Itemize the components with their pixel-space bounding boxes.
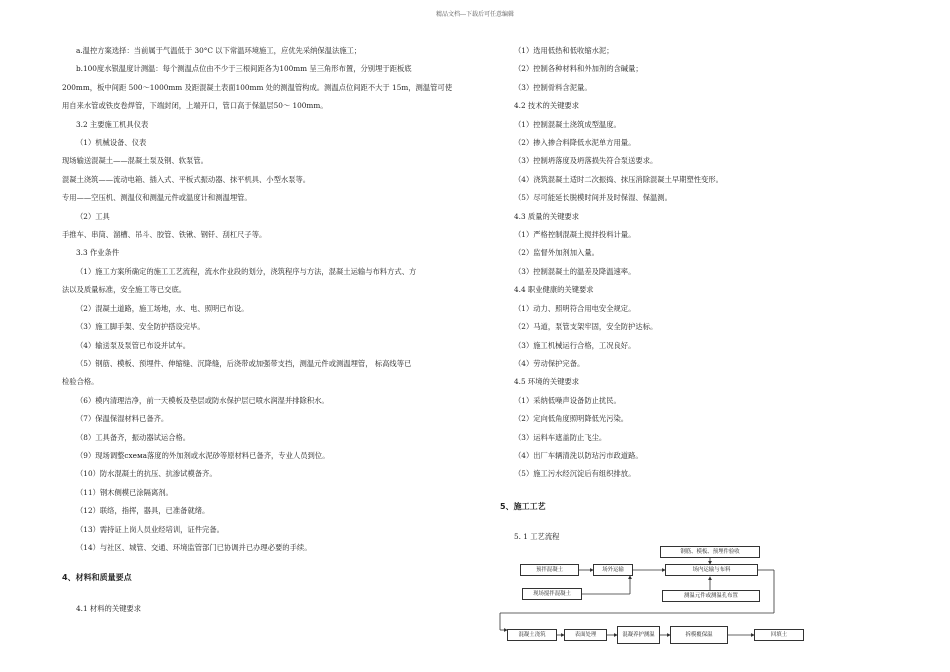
health-req-4: （4）劳动保护完备。 xyxy=(514,358,585,368)
env-req-5: （5）施工污水经沉淀后有组织排放。 xyxy=(514,469,636,479)
s33-item9: （9）现场调整схема落度的外加剂或水泥砂等原材料已备齐，专业人员到位。 xyxy=(76,450,330,460)
box-steel-formwork-inspection: 钢筋、模板、预埋件验收 xyxy=(660,546,760,558)
para-b-line3: 用自来水管或铁皮卷焊管，下端封闭，上端开口，管口高于保温层50～ 100mm。 xyxy=(62,101,328,111)
tech-req-2: （2）掺入掺合料降低水泥单方用量。 xyxy=(514,138,636,148)
para-b-line1: b.100度水银温度计测温：每个测温点位由不少于三根间距各为100mm 呈三角形布置，分别埋于距板底 xyxy=(76,64,412,74)
env-req-4: （4）出厂车辆清洗以防玷污市政道路。 xyxy=(514,450,643,460)
quality-req-1: （1）严格控制混凝土搅拌投料计量。 xyxy=(514,230,636,240)
box-concrete-pouring: 混凝土浇筑 xyxy=(507,629,557,641)
section-3-3-heading: 3.3 作业条件 xyxy=(76,248,120,258)
s32-item1: （1）机械设备、仪表 xyxy=(76,138,147,148)
page-header: 精品文档---下载后可任意编辑 xyxy=(435,11,515,18)
s33-item2: （2）混凝土道路，施工场地，水、电、照明已布设。 xyxy=(76,303,249,313)
left-column xyxy=(62,42,492,618)
box-backfill: 回填土 xyxy=(754,629,804,641)
s32-line2: 现场输送混凝土——混凝土泵及钢、软泵管。 xyxy=(62,156,208,166)
s33-item5-line2: 检验合格。 xyxy=(62,377,99,387)
env-req-2: （2）定向低角度照明降低光污染。 xyxy=(514,414,629,424)
material-req-1: （1）选用低热和低收缩水泥； xyxy=(514,46,614,55)
s32-item2: （2）工具 xyxy=(76,211,110,221)
box-surface-treatment: 表面处理 xyxy=(564,629,607,641)
section-4-2-heading: 4.2 技术的关键要求 xyxy=(514,101,580,111)
s33-item13: （13）需持证上岗人员业经培训，证件完备。 xyxy=(76,524,224,534)
box-demold-insulation: 拆模覆保温 xyxy=(670,626,728,644)
s32-line3: 混凝土浇筑——流动电箱、插入式、平板式振动器、抹平机具、小型水泵等。 xyxy=(62,174,311,184)
box-offsite-transport: 场外运输 xyxy=(593,564,633,576)
quality-req-2: （2）监督外加剂加入量。 xyxy=(514,248,599,258)
section-4-4-heading: 4.4 职业健康的关键要求 xyxy=(514,285,594,295)
section-4-1-heading: 4.1 材料的关键要求 xyxy=(76,603,142,613)
process-flowchart xyxy=(490,538,810,672)
tech-req-1: （1）控制混凝土浇筑成型温度。 xyxy=(514,119,621,129)
health-req-1: （1）动力、照明符合用电安全规定。 xyxy=(514,303,636,313)
s33-item11: （11）钢木侧模已涂隔离剂。 xyxy=(76,487,173,497)
s33-item3: （3）施工脚手架、安全防护搭设完毕。 xyxy=(76,322,205,332)
section-3-2-heading: 3.2 主要施工机具仪表 xyxy=(76,119,149,129)
health-req-3: （3）施工机械运行合格，工况良好。 xyxy=(514,340,636,350)
material-req-2: （2）控制各种材料和外加剂的含碱量； xyxy=(514,64,643,74)
tech-req-3: （3）控制坍落度及坍落损失符合泵送要求。 xyxy=(514,156,658,166)
s33-item5-line1: （5）钢筋、模板、预埋件、伸缩缝、沉降缝，后浇带或加强带支挡，测温元件或测温埋管， 标高线等已 xyxy=(76,358,412,368)
box-premix-concrete: 预拌混凝土 xyxy=(520,564,579,576)
box-temp-element-layout: 测温元件或测温孔布置 xyxy=(662,590,760,602)
section-5-1-heading: 5. 1 工艺流程 xyxy=(514,532,560,542)
tech-req-5: （5）尽可能延长脱模时间并及时保湿、保温测。 xyxy=(514,193,672,203)
box-onsite-transport-placement: 场内运输与布料 xyxy=(665,564,758,576)
s33-item1-line2: 法以及质量标准，安全施工等已交底。 xyxy=(62,285,187,295)
quality-req-3: （3）控制混凝土的温差及降温速率。 xyxy=(514,266,636,276)
env-req-3: （3）运料车遮盖防止飞尘。 xyxy=(514,432,607,442)
s33-item7: （7）保温保湿材料已备齐。 xyxy=(76,414,169,424)
section-5-heading: 5、施工工艺 xyxy=(500,501,546,511)
flowchart-connectors xyxy=(490,538,810,672)
s33-item1-line1: （1）施工方案所确定的施工工艺流程，流水作业段的划分，浇筑程序与方法，混凝土运输与布料方式、方 xyxy=(76,266,417,276)
s33-item10: （10）防水混凝土的抗压、抗渗试模备齐。 xyxy=(76,469,217,479)
para-b-line2: 200mm，板中间距 500～1000mm 及距混凝土表面100mm 处的测温管构成。测温点位间距不大于 15m，测温管可使 xyxy=(62,82,453,92)
s33-item12: （12）联络，指挥，器具，已准备就绪。 xyxy=(76,506,210,516)
section-4-heading: 4、材料和质量要点 xyxy=(62,573,132,583)
box-onsite-mixed-concrete: 现场搅拌混凝土 xyxy=(522,588,582,600)
s33-item4: （4）输送泵及泵管已布设并试车。 xyxy=(76,340,191,350)
material-req-3: （3）控制骨料含泥量。 xyxy=(514,82,592,92)
s32-line4: 专用——空压机、测温仪和测温元件或温度计和测温埋管。 xyxy=(62,193,252,203)
box-curing-temp-monitoring: 混凝养护测温 xyxy=(617,626,660,644)
section-4-3-heading: 4.3 质量的关键要求 xyxy=(514,211,580,221)
s33-item8: （8）工具备齐，振动器试运合格。 xyxy=(76,432,191,442)
para-a: a.温控方案选择：当前属于气温低于 30°C 以下常温环境施工，应优先采纳保温法施工； xyxy=(76,46,362,55)
s33-item6: （6）模内清理洁净，前一天模板及垫层或防水保护层已喷水润湿并排除积水。 xyxy=(76,395,329,405)
right-column xyxy=(500,42,900,547)
health-req-2: （2）马道，泵管支架牢固，安全防护达标。 xyxy=(514,322,658,332)
tech-req-4: （4）浇筑混凝土适时二次振捣、抹压消除混凝土早期塑性变形。 xyxy=(514,174,723,184)
s32-line6: 手推车、串筒、溜槽、吊斗、胶管、铁锹、钢钎、刮杠尺子等。 xyxy=(62,230,267,240)
s33-item14: （14）与社区、城管、交通、环境监管部门已协调并已办理必要的手续。 xyxy=(76,542,312,552)
env-req-1: （1）采纳低噪声设备防止扰民。 xyxy=(514,395,621,405)
section-4-5-heading: 4.5 环境的关键要求 xyxy=(514,377,580,387)
